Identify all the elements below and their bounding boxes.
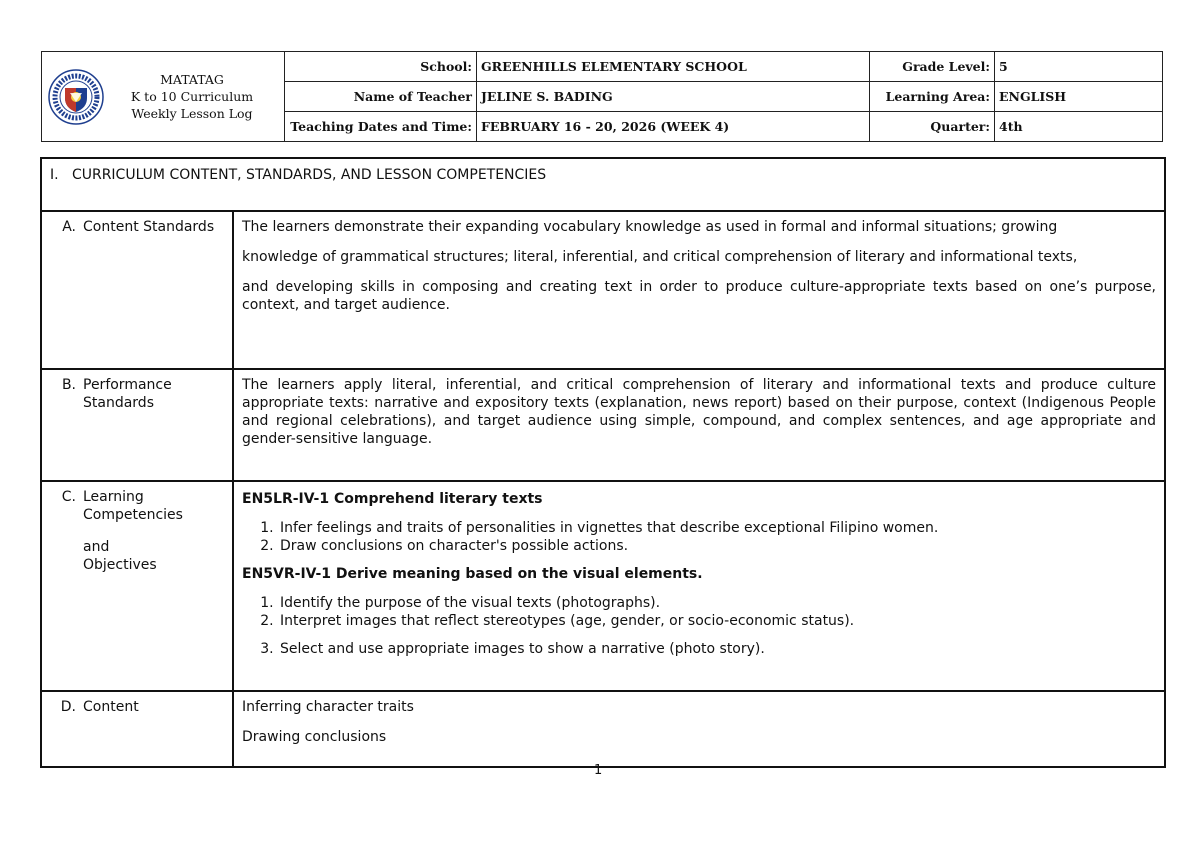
row-label: Content Standards — [83, 219, 215, 235]
row-letter: C. — [61, 489, 76, 505]
content-standards-paragraph: knowledge of grammatical structures; literal, inferential, and critical comprehension of literary and informational texts, — [242, 249, 1078, 265]
page-number: 1 — [594, 763, 603, 778]
performance-standards-text-cell — [233, 369, 1165, 481]
list-item: 1. Identify the purpose of the visual texts (photographs). — [278, 594, 1156, 612]
learning-competencies-text-cell — [233, 481, 1165, 691]
row-label: Content — [83, 699, 139, 715]
teaching-dates-label: Teaching Dates and Time: — [285, 112, 477, 142]
competency-code-visual: EN5VR-IV-1 Derive meaning based on the visual elements. — [242, 566, 703, 582]
row-label-line: Learning — [83, 489, 144, 505]
brand-cell — [42, 52, 285, 142]
table-row — [41, 691, 1165, 767]
grade-level-label: Grade Level: — [870, 52, 995, 82]
list-item: 2. Interpret images that reflect stereotypes (age, gender, or socio-economic status). — [278, 612, 1156, 630]
list-item: 3. Select and use appropriate images to show a narrative (photo story). — [278, 640, 1156, 658]
quarter-label: Quarter: — [870, 112, 995, 142]
content-standards-text-cell — [233, 211, 1165, 369]
content-text-cell — [233, 691, 1165, 767]
school-label: School: — [285, 52, 477, 82]
row-label-line: Objectives — [83, 557, 157, 573]
teacher-label: Name of Teacher — [285, 82, 477, 112]
row-label: Performance Standards — [83, 377, 172, 411]
competency-code-literary: EN5LR-IV-1 Comprehend literary texts — [242, 491, 543, 507]
performance-standards-label-cell — [41, 369, 233, 481]
teaching-dates-value: FEBRUARY 16 - 20, 2026 (WEEK 4) — [477, 112, 870, 142]
performance-standards-paragraph: The learners apply literal, inferential, and critical comprehension of literary and informational texts and produce culture appropriate texts: narrative and expository texts (explanation, news report) based on their purpose, context (Indigenous People and regional celebrations), and target audience using simple, compound, and complex sentences, and age appropriate and gender-sensitive language. — [242, 377, 1157, 447]
row-label-line: Competencies — [83, 507, 183, 523]
brand-line-1: MATATAG — [160, 72, 224, 87]
section-heading — [41, 158, 1165, 211]
row-letter: D. — [60, 699, 76, 715]
table-row — [41, 481, 1165, 691]
content-standards-label-cell — [41, 211, 233, 369]
content-line: Drawing conclusions — [242, 729, 387, 745]
table-row — [41, 369, 1165, 481]
learning-area-value: ENGLISH — [995, 82, 1163, 112]
section-title: CURRICULUM CONTENT, STANDARDS, AND LESSON COMPETENCIES — [71, 167, 547, 183]
table-row — [41, 211, 1165, 369]
objectives-list-visual — [242, 594, 1156, 658]
row-letter: B. — [61, 377, 76, 393]
list-item: 2. Draw conclusions on character's possible actions. — [278, 537, 1156, 555]
section-number: I. — [50, 167, 59, 183]
quarter-value: 4th — [995, 112, 1163, 142]
teacher-value: JELINE S. BADING — [477, 82, 870, 112]
list-item: 1. Infer feelings and traits of personalities in vignettes that describe exceptional Filipino women. — [278, 519, 1156, 537]
content-label-cell — [41, 691, 233, 767]
curriculum-table — [40, 157, 1166, 768]
content-line: Inferring character traits — [242, 699, 414, 715]
lesson-log-header — [41, 51, 1163, 142]
row-letter: A. — [62, 219, 76, 235]
brand-line-2: K to 10 Curriculum — [130, 89, 254, 104]
learning-area-label: Learning Area: — [870, 82, 995, 112]
content-standards-paragraph: The learners demonstrate their expanding vocabulary knowledge as used in formal and informal situations; growing — [242, 219, 1058, 235]
grade-level-value: 5 — [995, 52, 1163, 82]
objectives-list-literary — [242, 519, 1156, 555]
learning-competencies-label-cell — [41, 481, 233, 691]
row-label-line: and — [83, 539, 110, 555]
curriculum-title — [104, 71, 284, 122]
brand-line-3: Weekly Lesson Log — [131, 106, 253, 121]
school-value: GREENHILLS ELEMENTARY SCHOOL — [477, 52, 870, 82]
deped-seal-icon — [48, 69, 104, 125]
content-standards-paragraph: and developing skills in composing and creating text in order to produce culture-appropriate texts based on one’s purpose, context, and target audience. — [242, 279, 1157, 313]
